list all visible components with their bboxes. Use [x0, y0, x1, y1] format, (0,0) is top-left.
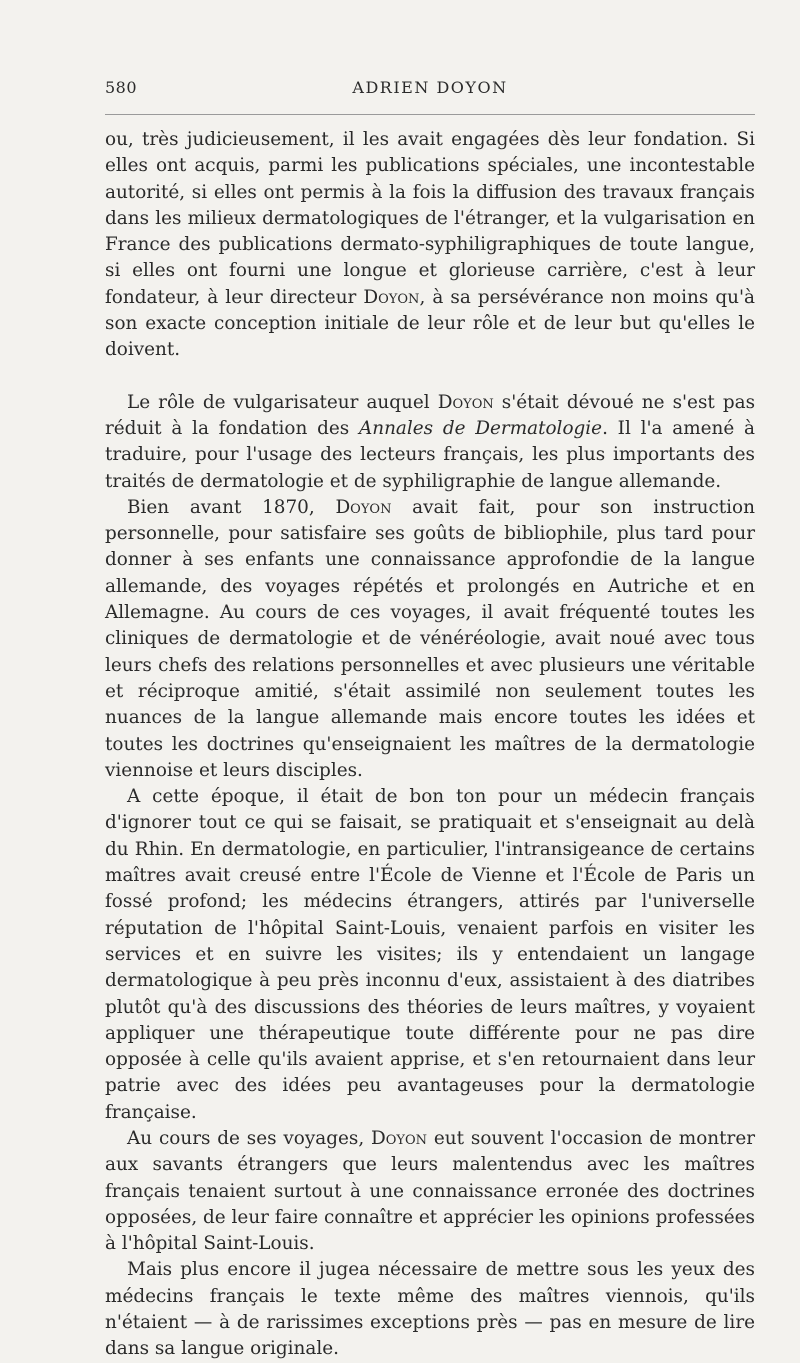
paragraph-6 — [105, 1257, 755, 1362]
paragraph-2 — [105, 390, 755, 495]
paragraph-2-text-c: . Il l'a amené à traduire, pour l'usage des lecteurs français, les plus importants des traités de dermatologie et de syphiligraphie de langue allemande. — [105, 417, 755, 492]
paragraph-1 — [105, 127, 755, 364]
paragraph-5-text-a: Au cours de ses voyages, — [127, 1127, 372, 1149]
paragraph-4-text: A cette époque, il était de bon ton pour un médecin français d'ignorer tout ce qui se faisait, se pratiquait et s'enseignait au delà du Rhin. En dermatologie, en particulier, l'intransigeance de certains maîtres avait creusé entre l'École de Vienne et l'École de Paris un fossé profond; les médecins étrangers, attirés par l'universelle réputation de l'hôpital Saint-Louis, venaient parfois en visiter les services et en suivre les visites; ils y entendaient un langage dermatologique à peu près inconnu d'eux, assistaient à des diatribes plutôt qu'à des discussions des théories de leurs maîtres, y voyaient appliquer une thérapeutique toute différente pour ne pas dire opposée à celle qu'ils avaient apprise, et s'en retournaient dans leur patrie avec des idées peu avantageuses pour la dermatologie française. — [105, 786, 755, 1123]
body-text — [105, 127, 755, 1363]
page-header — [105, 78, 755, 102]
author-name: Doyon — [335, 496, 392, 518]
paragraph-2-text-b: s'était dévoué ne s'est pas réduit à la fondation des — [105, 391, 756, 439]
author-name: Doyon — [363, 286, 420, 308]
paragraph-6-text: Mais plus encore il jugea nécessaire de mettre sous les yeux des médecins français le texte même des maîtres viennois, qu'ils n'étaient — à de rarissimes exceptions près — pas en mesure de lire dans sa langue originale. — [105, 1259, 755, 1360]
paragraph-3-text-b: avait fait, pour son instruction personnelle, pour satisfaire ses goûts de bibliophile, plus tard pour donner à ses enfants une connaissance approfondie de la langue allemande, des voyages répétés et prolongés en Autriche et en Allemagne. Au cours de ces voyages, il avait fréquenté toutes les cliniques de dermatologie et de vénéréologie, avait noué avec tous leurs chefs des relations personnelles et avec plusieurs une véritable et réciproque amitié, s'était assimilé non seulement toutes les nuances de la langue allemande mais encore toutes les idées et toutes les doctrines qu'enseignaient les maîtres de la dermatologie viennoise et leurs disciples. — [105, 496, 755, 781]
paragraph-3-text-a: Bien avant 1870, — [127, 496, 336, 518]
page-number: 580 — [105, 78, 138, 97]
author-name: Doyon — [371, 1127, 428, 1149]
header-rule — [105, 114, 755, 115]
paragraph-2-text-a: Le rôle de vulgarisateur auquel — [127, 391, 438, 413]
paragraph-1-text: ou, très judicieusement, il les avait engagées dès leur fondation. Si elles ont acquis, parmi les publications spéciales, une incontestable autorité, si elles ont permis à la fois la diffusion des travaux français dans les milieux dermatologiques de l'étranger, et la vulgarisation en France des publications dermato-syphiligraphiques de toute langue, si elles ont fourni une longue et glorieuse carrière, c'est à leur fondateur, à leur directeur — [105, 129, 755, 308]
author-name: Doyon — [437, 391, 494, 413]
paragraph-1-text-end: , à sa persévérance non moins qu'à son exacte conception initiale de leur rôle et de leur but qu'elles le doivent. — [105, 286, 756, 361]
running-head: ADRIEN DOYON — [352, 78, 508, 97]
journal-title: Annales de Dermatologie — [358, 417, 603, 439]
paragraph-4 — [105, 784, 755, 1126]
paragraph-3 — [105, 495, 755, 784]
paragraph-5-text-b: eut souvent l'occasion de montrer aux savants étrangers que leurs malentendus avec les maîtres français tenaient surtout à une connaissance erronée des doctrines opposées, de leur faire connaître et apprécier les opinions professées à l'hôpital Saint-Louis. — [105, 1127, 755, 1255]
paragraph-5 — [105, 1126, 755, 1257]
